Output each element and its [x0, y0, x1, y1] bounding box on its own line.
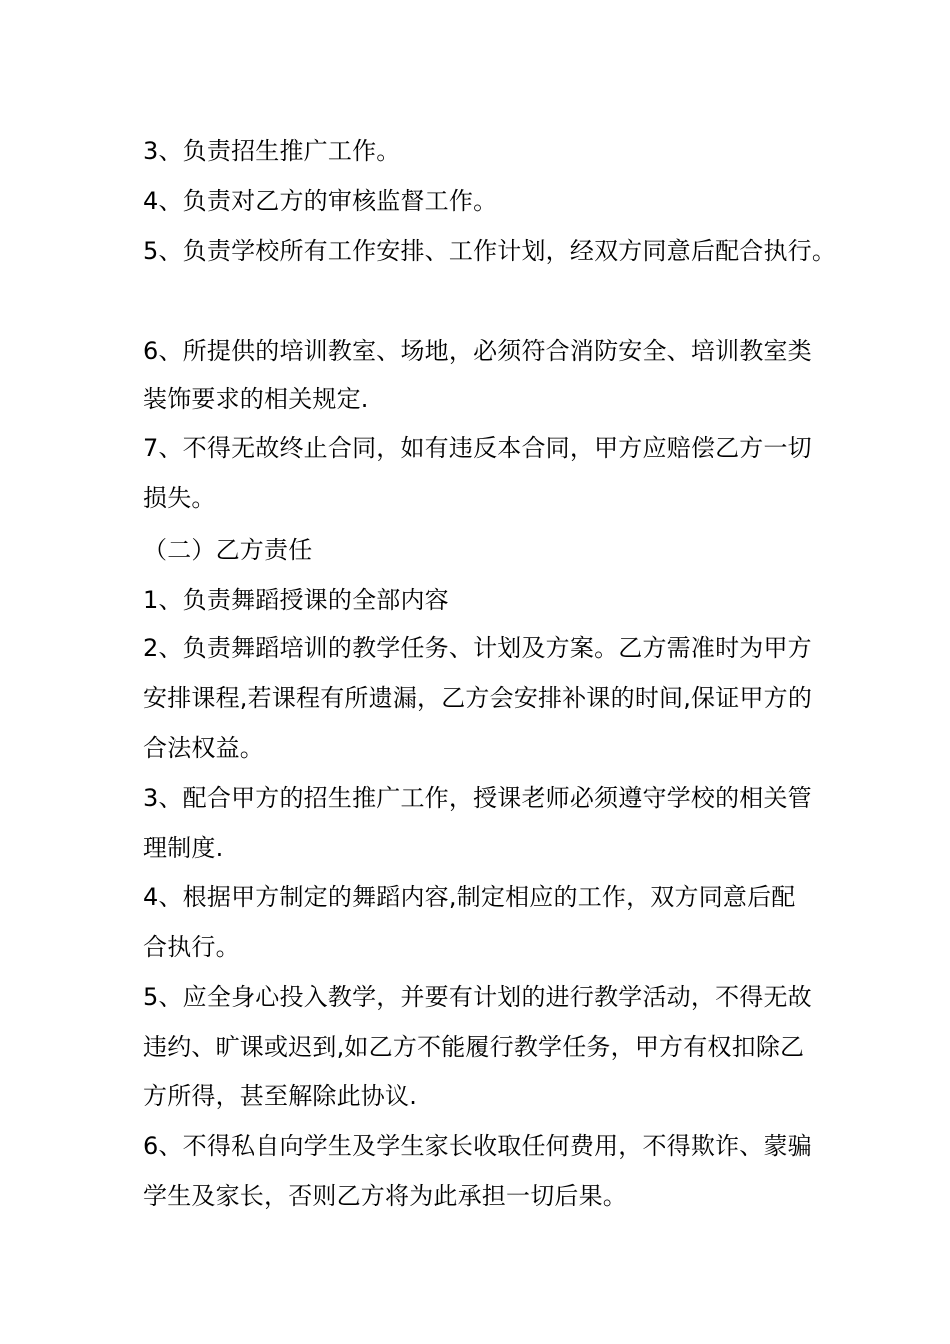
- text-line: 5、应全身心投入教学，并要有计划的进行教学活动，不得无故: [143, 983, 812, 1011]
- text-line: 合法权益。: [143, 734, 264, 762]
- text-line: 4、根据甲方制定的舞蹈内容,制定相应的工作，双方同意后配: [143, 883, 796, 911]
- text-line: 5、负责学校所有工作安排、工作计划，经双方同意后配合执行。: [143, 237, 837, 265]
- text-line: 安排课程,若课程有所遗漏，乙方会安排补课的时间,保证甲方的: [143, 684, 813, 712]
- text-line: 装饰要求的相关规定.: [143, 385, 369, 413]
- text-line: 2、负责舞蹈培训的教学任务、计划及方案。乙方需准时为甲方: [143, 634, 812, 662]
- text-line: 理制度.: [143, 834, 224, 862]
- text-line: 1、负责舞蹈授课的全部内容: [143, 586, 449, 614]
- text-line: 4、负责对乙方的审核监督工作。: [143, 187, 498, 215]
- text-line: 6、不得私自向学生及学生家长收取任何费用，不得欺诈、蒙骗: [143, 1132, 812, 1160]
- text-line: 6、所提供的培训教室、场地，必须符合消防安全、培训教室类: [143, 337, 812, 365]
- text-line: 3、配合甲方的招生推广工作，授课老师必须遵守学校的相关管: [143, 784, 812, 812]
- text-line: 3、负责招生推广工作。: [143, 137, 401, 165]
- section-heading: （二）乙方责任: [143, 536, 313, 564]
- text-line: 合执行。: [143, 933, 240, 961]
- text-line: 7、不得无故终止合同，如有违反本合同，甲方应赔偿乙方一切: [143, 434, 812, 462]
- text-line: 违约、旷课或迟到,如乙方不能履行教学任务，甲方有权扣除乙: [143, 1033, 805, 1061]
- text-line: 损失。: [143, 484, 216, 512]
- text-line: 方所得，甚至解除此协议.: [143, 1082, 418, 1110]
- text-line: 学生及家长，否则乙方将为此承担一切后果。: [143, 1182, 627, 1210]
